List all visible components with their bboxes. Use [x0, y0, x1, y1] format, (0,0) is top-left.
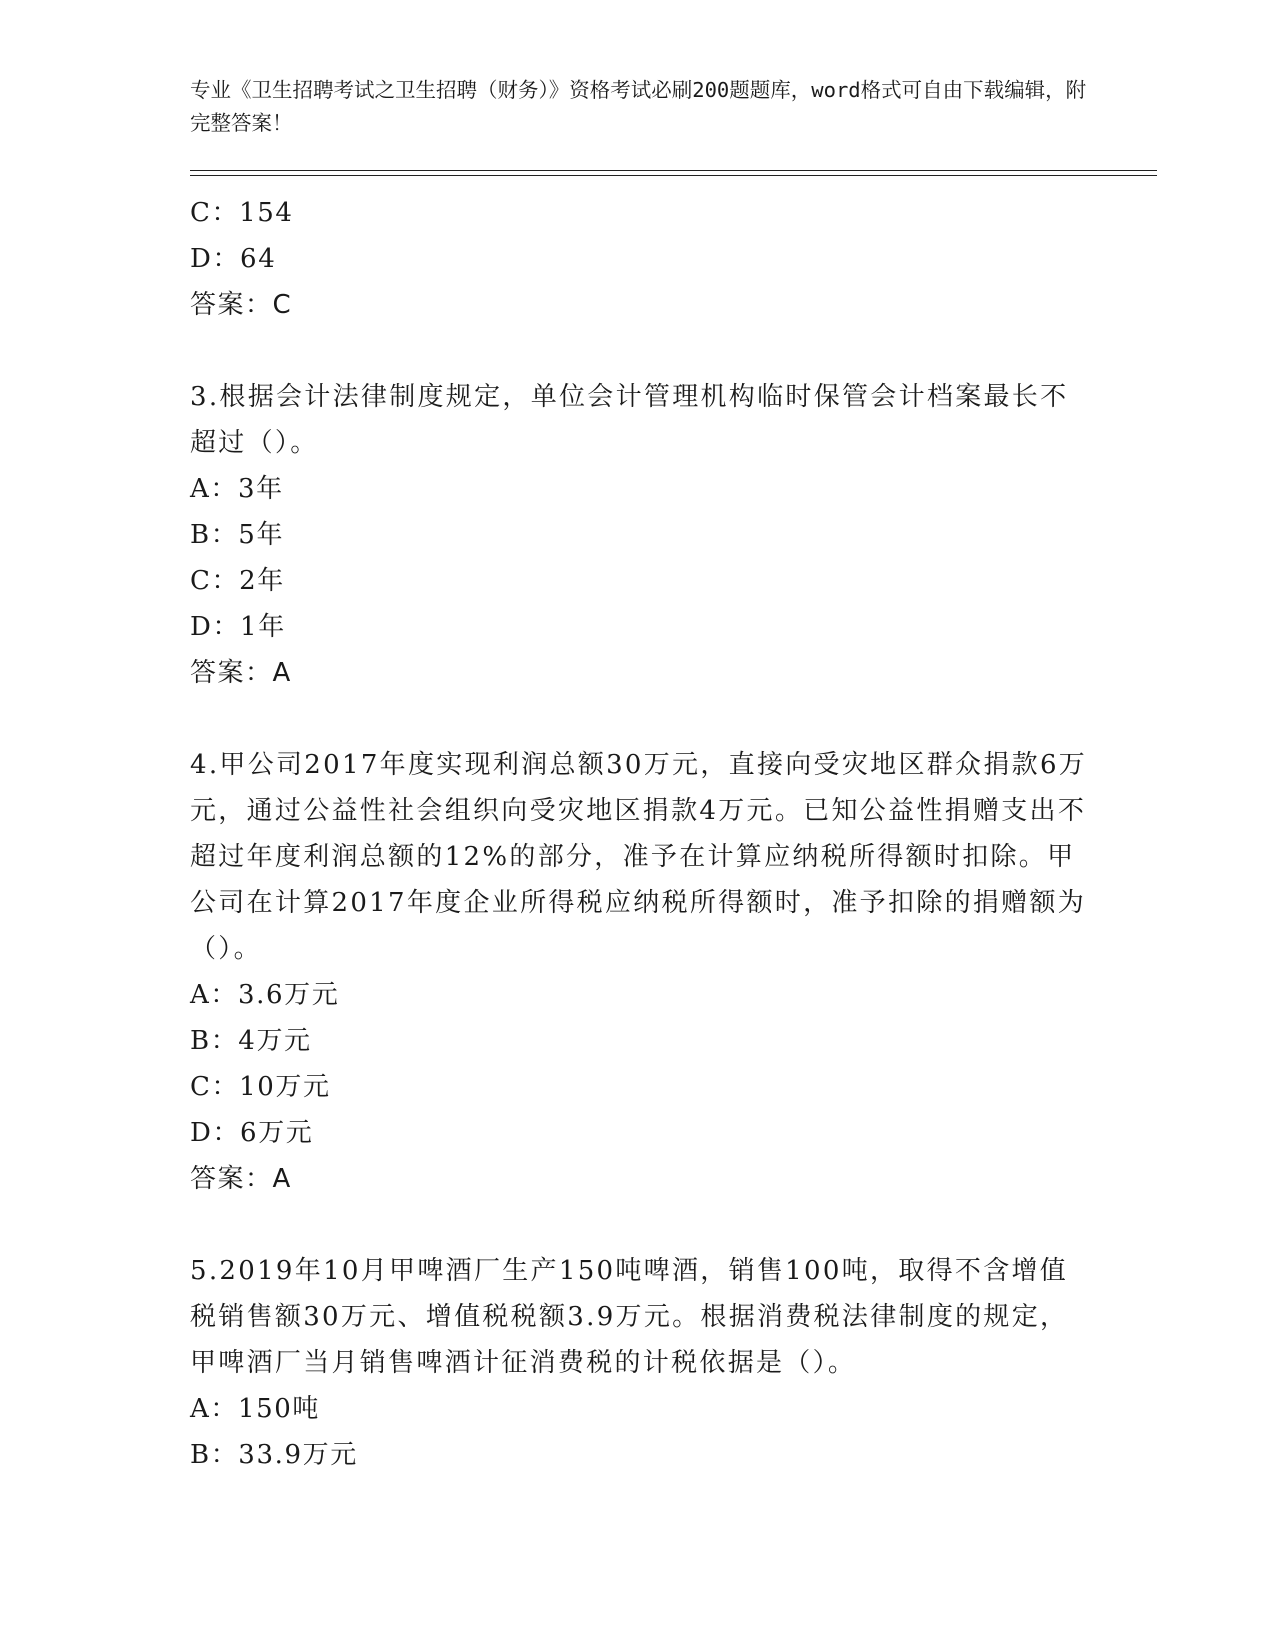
- header-divider-top: [190, 170, 1157, 171]
- option-d: D：6万元: [190, 1118, 314, 1148]
- option-b: B：33.9万元: [190, 1440, 358, 1470]
- option-c: C：10万元: [190, 1072, 331, 1102]
- option-b: B：4万元: [190, 1026, 312, 1056]
- header-title: 专业《卫生招聘考试之卫生招聘（财务）》资格考试必刷200题题库，word格式可自由下载编辑，附完整答案！: [190, 78, 1087, 135]
- option-d: D：64: [190, 244, 277, 274]
- option-c: C：2年: [190, 566, 285, 596]
- option-a: A：3.6万元: [190, 980, 340, 1010]
- option-c: C：154: [190, 198, 294, 228]
- question-4: [190, 742, 1090, 1202]
- option-d: D：1年: [190, 612, 286, 642]
- page-header: [190, 74, 1090, 140]
- answer-line: 答案：C: [190, 290, 293, 320]
- option-a: A：150吨: [190, 1394, 321, 1424]
- document-body: [190, 190, 1090, 1478]
- question-5: [190, 1248, 1090, 1478]
- header-divider-bottom: [190, 175, 1157, 176]
- question-text: 4.甲公司2017年度实现利润总额30万元，直接向受灾地区群众捐款6万元，通过公益性社会组织向受灾地区捐款4万元。已知公益性捐赠支出不超过年度利润总额的12%的部分，准予在计算应纳税所得额时扣除。甲公司在计算2017年度企业所得税应纳税所得额时，准予扣除的捐赠额为（）。: [190, 750, 1088, 964]
- question-3: [190, 374, 1090, 696]
- question-text: 5.2019年10月甲啤酒厂生产150吨啤酒，销售100吨，取得不含增值税销售额30万元、增值税税额3.9万元。根据消费税法律制度的规定，甲啤酒厂当月销售啤酒计征消费税的计税依据是（）。: [190, 1256, 1069, 1378]
- option-a: A：3年: [190, 474, 284, 504]
- option-b: B：5年: [190, 520, 285, 550]
- answer-line: 答案：A: [190, 1164, 292, 1194]
- answer-line: 答案：A: [190, 658, 292, 688]
- question-text: 3.根据会计法律制度规定，单位会计管理机构临时保管会计档案最长不超过（）。: [190, 382, 1069, 458]
- question-2-tail: [190, 190, 1090, 328]
